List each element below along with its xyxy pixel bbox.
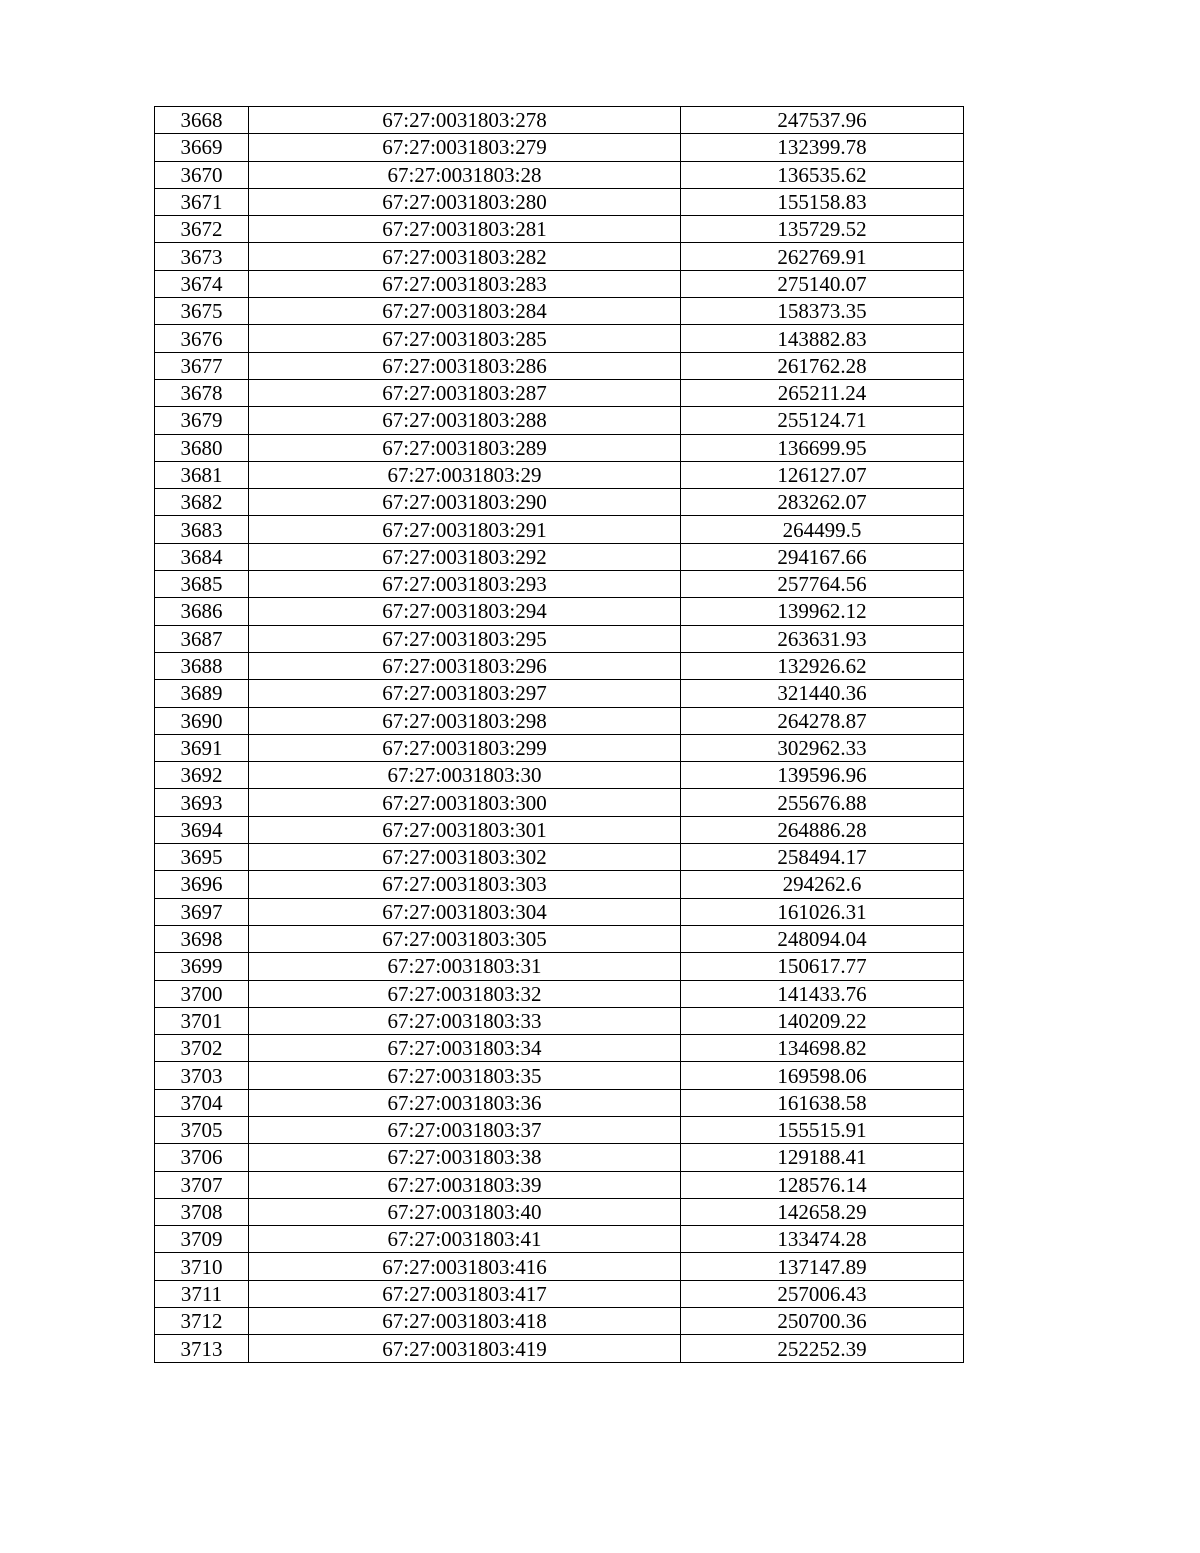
value-cell: 139962.12 xyxy=(681,598,964,625)
row-number-cell: 3675 xyxy=(155,298,249,325)
table-row xyxy=(155,762,964,789)
table-body xyxy=(155,107,964,1363)
table-row xyxy=(155,898,964,925)
value-cell: 248094.04 xyxy=(681,925,964,952)
value-cell: 294262.6 xyxy=(681,871,964,898)
value-cell: 161026.31 xyxy=(681,898,964,925)
value-cell: 264499.5 xyxy=(681,516,964,543)
table-row xyxy=(155,789,964,816)
value-cell: 155158.83 xyxy=(681,188,964,215)
table-row xyxy=(155,680,964,707)
row-number-cell: 3676 xyxy=(155,325,249,352)
row-number-cell: 3697 xyxy=(155,898,249,925)
value-cell: 133474.28 xyxy=(681,1226,964,1253)
value-cell: 136535.62 xyxy=(681,161,964,188)
row-number-cell: 3713 xyxy=(155,1335,249,1362)
value-cell: 134698.82 xyxy=(681,1035,964,1062)
row-number-cell: 3680 xyxy=(155,434,249,461)
cadastral-number-cell: 67:27:0031803:39 xyxy=(249,1171,681,1198)
row-number-cell: 3691 xyxy=(155,734,249,761)
value-cell: 264886.28 xyxy=(681,816,964,843)
cadastral-number-cell: 67:27:0031803:37 xyxy=(249,1116,681,1143)
cadastral-number-cell: 67:27:0031803:301 xyxy=(249,816,681,843)
table-row xyxy=(155,1280,964,1307)
value-cell: 252252.39 xyxy=(681,1335,964,1362)
value-cell: 161638.58 xyxy=(681,1089,964,1116)
cadastral-number-cell: 67:27:0031803:38 xyxy=(249,1144,681,1171)
row-number-cell: 3696 xyxy=(155,871,249,898)
table-row xyxy=(155,598,964,625)
value-cell: 158373.35 xyxy=(681,298,964,325)
cadastral-number-cell: 67:27:0031803:303 xyxy=(249,871,681,898)
cadastral-number-cell: 67:27:0031803:286 xyxy=(249,352,681,379)
table-row xyxy=(155,1062,964,1089)
cadastral-number-cell: 67:27:0031803:418 xyxy=(249,1308,681,1335)
table-row xyxy=(155,516,964,543)
value-cell: 294167.66 xyxy=(681,543,964,570)
cadastral-number-cell: 67:27:0031803:294 xyxy=(249,598,681,625)
row-number-cell: 3671 xyxy=(155,188,249,215)
cadastral-number-cell: 67:27:0031803:419 xyxy=(249,1335,681,1362)
row-number-cell: 3704 xyxy=(155,1089,249,1116)
row-number-cell: 3710 xyxy=(155,1253,249,1280)
table-row xyxy=(155,107,964,134)
cadastral-number-cell: 67:27:0031803:31 xyxy=(249,953,681,980)
row-number-cell: 3695 xyxy=(155,844,249,871)
row-number-cell: 3687 xyxy=(155,625,249,652)
value-cell: 257764.56 xyxy=(681,571,964,598)
cadastral-number-cell: 67:27:0031803:295 xyxy=(249,625,681,652)
table-row xyxy=(155,134,964,161)
cadastral-number-cell: 67:27:0031803:300 xyxy=(249,789,681,816)
row-number-cell: 3688 xyxy=(155,652,249,679)
row-number-cell: 3674 xyxy=(155,270,249,297)
value-cell: 257006.43 xyxy=(681,1280,964,1307)
table-row xyxy=(155,571,964,598)
cadastral-number-cell: 67:27:0031803:280 xyxy=(249,188,681,215)
table-row xyxy=(155,1144,964,1171)
row-number-cell: 3703 xyxy=(155,1062,249,1089)
table-row xyxy=(155,844,964,871)
row-number-cell: 3707 xyxy=(155,1171,249,1198)
value-cell: 129188.41 xyxy=(681,1144,964,1171)
cadastral-number-cell: 67:27:0031803:298 xyxy=(249,707,681,734)
cadastral-number-cell: 67:27:0031803:302 xyxy=(249,844,681,871)
value-cell: 140209.22 xyxy=(681,1007,964,1034)
cadastral-number-cell: 67:27:0031803:299 xyxy=(249,734,681,761)
cadastral-value-table xyxy=(154,106,964,1363)
table-row xyxy=(155,1253,964,1280)
table-row xyxy=(155,816,964,843)
value-cell: 150617.77 xyxy=(681,953,964,980)
cadastral-number-cell: 67:27:0031803:282 xyxy=(249,243,681,270)
table-row xyxy=(155,325,964,352)
value-cell: 126127.07 xyxy=(681,461,964,488)
row-number-cell: 3670 xyxy=(155,161,249,188)
table-row xyxy=(155,379,964,406)
value-cell: 264278.87 xyxy=(681,707,964,734)
cadastral-number-cell: 67:27:0031803:297 xyxy=(249,680,681,707)
table-row xyxy=(155,543,964,570)
cadastral-number-cell: 67:27:0031803:304 xyxy=(249,898,681,925)
value-cell: 258494.17 xyxy=(681,844,964,871)
row-number-cell: 3702 xyxy=(155,1035,249,1062)
row-number-cell: 3709 xyxy=(155,1226,249,1253)
cadastral-number-cell: 67:27:0031803:292 xyxy=(249,543,681,570)
cadastral-number-cell: 67:27:0031803:34 xyxy=(249,1035,681,1062)
table-row xyxy=(155,1308,964,1335)
table-row xyxy=(155,652,964,679)
cadastral-number-cell: 67:27:0031803:290 xyxy=(249,489,681,516)
table-row xyxy=(155,461,964,488)
cadastral-number-cell: 67:27:0031803:416 xyxy=(249,1253,681,1280)
value-cell: 263631.93 xyxy=(681,625,964,652)
row-number-cell: 3685 xyxy=(155,571,249,598)
cadastral-number-cell: 67:27:0031803:278 xyxy=(249,107,681,134)
row-number-cell: 3679 xyxy=(155,407,249,434)
table-row xyxy=(155,352,964,379)
cadastral-number-cell: 67:27:0031803:293 xyxy=(249,571,681,598)
value-cell: 143882.83 xyxy=(681,325,964,352)
row-number-cell: 3700 xyxy=(155,980,249,1007)
cadastral-number-cell: 67:27:0031803:36 xyxy=(249,1089,681,1116)
table-row xyxy=(155,1035,964,1062)
cadastral-number-cell: 67:27:0031803:289 xyxy=(249,434,681,461)
value-cell: 250700.36 xyxy=(681,1308,964,1335)
value-cell: 139596.96 xyxy=(681,762,964,789)
value-cell: 132399.78 xyxy=(681,134,964,161)
table-row xyxy=(155,407,964,434)
table-row xyxy=(155,298,964,325)
row-number-cell: 3684 xyxy=(155,543,249,570)
cadastral-number-cell: 67:27:0031803:33 xyxy=(249,1007,681,1034)
table-row xyxy=(155,434,964,461)
row-number-cell: 3673 xyxy=(155,243,249,270)
row-number-cell: 3678 xyxy=(155,379,249,406)
row-number-cell: 3682 xyxy=(155,489,249,516)
row-number-cell: 3712 xyxy=(155,1308,249,1335)
value-cell: 261762.28 xyxy=(681,352,964,379)
value-cell: 136699.95 xyxy=(681,434,964,461)
cadastral-number-cell: 67:27:0031803:283 xyxy=(249,270,681,297)
row-number-cell: 3693 xyxy=(155,789,249,816)
value-cell: 302962.33 xyxy=(681,734,964,761)
value-cell: 265211.24 xyxy=(681,379,964,406)
table-row xyxy=(155,1335,964,1362)
value-cell: 255124.71 xyxy=(681,407,964,434)
cadastral-number-cell: 67:27:0031803:288 xyxy=(249,407,681,434)
table-row xyxy=(155,707,964,734)
table-row xyxy=(155,734,964,761)
table-row xyxy=(155,188,964,215)
table-row xyxy=(155,161,964,188)
value-cell: 155515.91 xyxy=(681,1116,964,1143)
table-row xyxy=(155,1007,964,1034)
row-number-cell: 3706 xyxy=(155,1144,249,1171)
row-number-cell: 3690 xyxy=(155,707,249,734)
table-row xyxy=(155,270,964,297)
table-row xyxy=(155,489,964,516)
cadastral-number-cell: 67:27:0031803:287 xyxy=(249,379,681,406)
table-row xyxy=(155,625,964,652)
table-row xyxy=(155,243,964,270)
cadastral-number-cell: 67:27:0031803:30 xyxy=(249,762,681,789)
value-cell: 132926.62 xyxy=(681,652,964,679)
value-cell: 255676.88 xyxy=(681,789,964,816)
table-row xyxy=(155,1171,964,1198)
row-number-cell: 3699 xyxy=(155,953,249,980)
table-row xyxy=(155,953,964,980)
value-cell: 247537.96 xyxy=(681,107,964,134)
value-cell: 321440.36 xyxy=(681,680,964,707)
table-row xyxy=(155,1116,964,1143)
value-cell: 141433.76 xyxy=(681,980,964,1007)
row-number-cell: 3672 xyxy=(155,216,249,243)
row-number-cell: 3692 xyxy=(155,762,249,789)
row-number-cell: 3698 xyxy=(155,925,249,952)
cadastral-number-cell: 67:27:0031803:29 xyxy=(249,461,681,488)
table-row xyxy=(155,980,964,1007)
cadastral-number-cell: 67:27:0031803:281 xyxy=(249,216,681,243)
cadastral-number-cell: 67:27:0031803:284 xyxy=(249,298,681,325)
value-cell: 128576.14 xyxy=(681,1171,964,1198)
row-number-cell: 3701 xyxy=(155,1007,249,1034)
value-cell: 169598.06 xyxy=(681,1062,964,1089)
cadastral-number-cell: 67:27:0031803:291 xyxy=(249,516,681,543)
cadastral-number-cell: 67:27:0031803:296 xyxy=(249,652,681,679)
row-number-cell: 3669 xyxy=(155,134,249,161)
value-cell: 135729.52 xyxy=(681,216,964,243)
row-number-cell: 3694 xyxy=(155,816,249,843)
row-number-cell: 3689 xyxy=(155,680,249,707)
value-cell: 275140.07 xyxy=(681,270,964,297)
table-row xyxy=(155,1089,964,1116)
table-row xyxy=(155,1226,964,1253)
table-row xyxy=(155,1198,964,1225)
row-number-cell: 3668 xyxy=(155,107,249,134)
cadastral-number-cell: 67:27:0031803:305 xyxy=(249,925,681,952)
row-number-cell: 3705 xyxy=(155,1116,249,1143)
cadastral-number-cell: 67:27:0031803:41 xyxy=(249,1226,681,1253)
row-number-cell: 3683 xyxy=(155,516,249,543)
table-row xyxy=(155,925,964,952)
cadastral-number-cell: 67:27:0031803:279 xyxy=(249,134,681,161)
cadastral-number-cell: 67:27:0031803:40 xyxy=(249,1198,681,1225)
value-cell: 142658.29 xyxy=(681,1198,964,1225)
value-cell: 262769.91 xyxy=(681,243,964,270)
cadastral-number-cell: 67:27:0031803:35 xyxy=(249,1062,681,1089)
row-number-cell: 3708 xyxy=(155,1198,249,1225)
cadastral-number-cell: 67:27:0031803:285 xyxy=(249,325,681,352)
value-cell: 137147.89 xyxy=(681,1253,964,1280)
row-number-cell: 3677 xyxy=(155,352,249,379)
table-row xyxy=(155,216,964,243)
table-row xyxy=(155,871,964,898)
value-cell: 283262.07 xyxy=(681,489,964,516)
row-number-cell: 3686 xyxy=(155,598,249,625)
cadastral-number-cell: 67:27:0031803:28 xyxy=(249,161,681,188)
row-number-cell: 3711 xyxy=(155,1280,249,1307)
cadastral-number-cell: 67:27:0031803:32 xyxy=(249,980,681,1007)
cadastral-number-cell: 67:27:0031803:417 xyxy=(249,1280,681,1307)
row-number-cell: 3681 xyxy=(155,461,249,488)
